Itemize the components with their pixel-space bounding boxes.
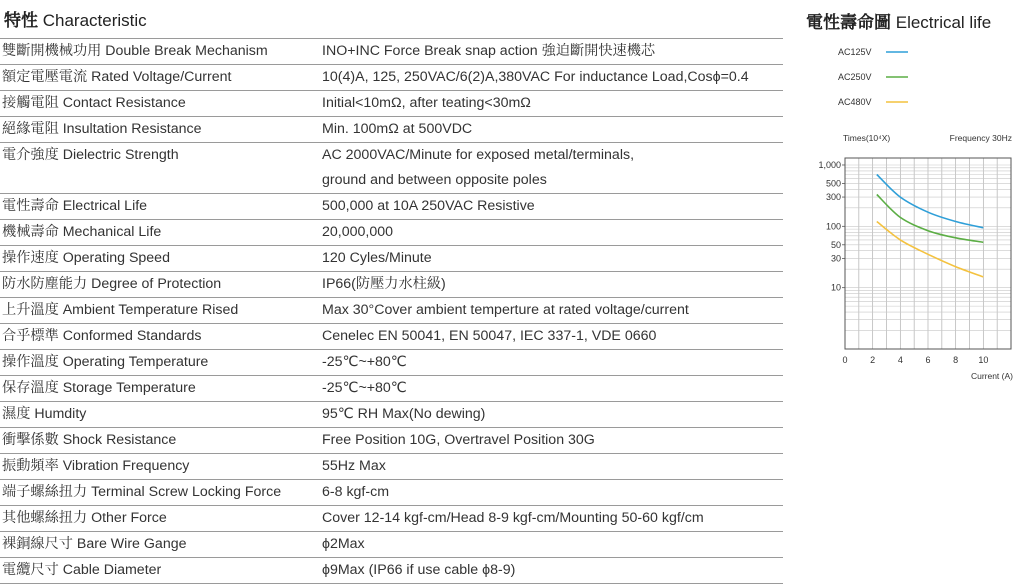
spec-value	[318, 480, 783, 506]
spec-row	[0, 558, 783, 584]
spec-title-zh: 特性	[4, 11, 38, 30]
spec-value	[318, 428, 783, 454]
spec-row	[0, 376, 783, 402]
spec-label: 端子螺絲扭力 Terminal Screw Locking Force	[0, 480, 318, 506]
spec-value-line: Cenelec EN 50041, EN 50047, IEC 337-1, VDE 0660	[322, 328, 657, 344]
spec-row	[0, 350, 783, 376]
spec-value-line: 500,000 at 10A 250VAC Resistive	[322, 198, 535, 214]
spec-row	[0, 298, 783, 324]
x-tick-label: 2	[870, 355, 876, 365]
spec-value	[318, 376, 783, 402]
spec-row	[0, 194, 783, 220]
spec-label: 電性壽命 Electrical Life	[0, 194, 318, 220]
spec-row	[0, 143, 783, 194]
spec-value-line: 6-8 kgf-cm	[322, 484, 390, 500]
spec-label: 防水防塵能力 Degree of Protection	[0, 272, 318, 298]
spec-row	[0, 117, 783, 143]
spec-label: 雙斷開機械功用 Double Break Mechanism	[0, 39, 318, 65]
y-tick-label: 500	[825, 178, 841, 189]
spec-value	[318, 454, 783, 480]
x-axis-label: Current (A)	[970, 371, 1013, 381]
spec-row	[0, 220, 783, 246]
spec-value-line: INO+INC Force Break snap action 強迫斷開快速機芯	[322, 43, 656, 59]
spec-label: 振動頻率 Vibration Frequency	[0, 454, 318, 480]
spec-label: 上升溫度 Ambient Temperature Rised	[0, 298, 318, 324]
spec-row	[0, 402, 783, 428]
spec-value-line: AC 2000VAC/Minute for exposed metal/terminals,	[322, 147, 635, 163]
spec-value	[318, 298, 783, 324]
spec-value	[318, 39, 783, 65]
spec-value-line: -25℃~+80℃	[322, 354, 407, 370]
spec-label: 電纜尺寸 Cable Diameter	[0, 558, 318, 584]
spec-value	[318, 350, 783, 376]
x-tick-label: 4	[897, 355, 903, 365]
y-tick-label: 300	[825, 192, 841, 203]
spec-row	[0, 272, 783, 298]
spec-value-line: IP66(防壓力水柱級)	[322, 276, 446, 292]
x-tick-label: 8	[953, 355, 959, 365]
spec-row	[0, 91, 783, 117]
spec-value	[318, 220, 783, 246]
spec-value-line: ground and between opposite poles	[322, 172, 547, 188]
spec-value-line: Max 30°Cover ambient temperture at rated voltage/current	[322, 302, 689, 318]
spec-label: 裸銅線尺寸 Bare Wire Gange	[0, 532, 318, 558]
spec-value	[318, 143, 783, 194]
chart-title-en: Electrical life	[895, 13, 992, 32]
electrical-life-chart	[810, 35, 1020, 385]
series-line-ac125v	[877, 175, 984, 228]
y-tick-label: 50	[830, 239, 841, 250]
spec-value	[318, 558, 783, 584]
y-axis-label: Times(10⁴X)	[843, 133, 891, 143]
spec-row	[0, 246, 783, 272]
y-tick-label: 30	[830, 253, 841, 264]
spec-label: 接觸電阻 Contact Resistance	[0, 91, 318, 117]
legend-label: AC250V	[838, 72, 872, 82]
spec-label: 保存溫度 Storage Temperature	[0, 376, 318, 402]
spec-value	[318, 324, 783, 350]
spec-label: 衝擊係數 Shock Resistance	[0, 428, 318, 454]
spec-value	[318, 117, 783, 143]
spec-value	[318, 532, 783, 558]
x-tick-label: 6	[925, 355, 931, 365]
spec-row	[0, 454, 783, 480]
spec-label: 電介強度 Dielectric Strength	[0, 143, 318, 194]
spec-value	[318, 402, 783, 428]
spec-row	[0, 65, 783, 91]
spec-label: 其他螺絲扭力 Other Force	[0, 506, 318, 532]
spec-value-line: 120 Cyles/Minute	[322, 250, 432, 266]
spec-label: 絕緣電阻 Insultation Resistance	[0, 117, 318, 143]
legend-label: AC480V	[838, 97, 872, 107]
spec-label: 濕度 Humdity	[0, 402, 318, 428]
legend-label: AC125V	[838, 47, 872, 57]
spec-value	[318, 272, 783, 298]
spec-value	[318, 506, 783, 532]
y-tick-label: 10	[830, 282, 841, 293]
y-tick-label: 100	[825, 221, 841, 232]
spec-title-en: Characteristic	[42, 11, 147, 30]
x-tick-label: 0	[842, 355, 848, 365]
spec-label: 機械壽命 Mechanical Life	[0, 220, 318, 246]
spec-value-line: 20,000,000	[322, 224, 394, 240]
spec-value-line: Min. 100mΩ at 500VDC	[322, 121, 473, 137]
spec-value-line: 10(4)A, 125, 250VAC/6(2)A,380VAC For inductance Load,Cosϕ=0.4	[322, 69, 749, 85]
spec-label: 合乎標準 Conformed Standards	[0, 324, 318, 350]
spec-row	[0, 39, 783, 65]
spec-value	[318, 91, 783, 117]
spec-value-line: -25℃~+80℃	[322, 380, 407, 396]
spec-value-line: Initial<10mΩ, after teating<30mΩ	[322, 95, 531, 111]
spec-table	[0, 38, 783, 584]
spec-value-line: 55Hz Max	[322, 458, 386, 474]
frequency-annotation: Frequency 30Hz	[949, 133, 1012, 143]
spec-value-line: Cover 12-14 kgf-cm/Head 8-9 kgf-cm/Mounting 50-60 kgf/cm	[322, 510, 704, 526]
spec-value-line: ϕ2Max	[322, 536, 365, 552]
spec-label: 操作溫度 Operating Temperature	[0, 350, 318, 376]
series-line-ac480v	[877, 222, 984, 277]
spec-row	[0, 532, 783, 558]
spec-value	[318, 194, 783, 220]
spec-row	[0, 428, 783, 454]
spec-label: 額定電壓電流 Rated Voltage/Current	[0, 65, 318, 91]
y-tick-label: 1,000	[818, 159, 841, 170]
chart-title-zh: 電性壽命圖	[806, 13, 891, 32]
spec-value-line: Free Position 10G, Overtravel Position 30G	[322, 432, 595, 448]
spec-label: 操作速度 Operating Speed	[0, 246, 318, 272]
x-tick-label: 10	[978, 355, 989, 365]
spec-value-line: ϕ9Max (IP66 if use cable ϕ8-9)	[322, 562, 516, 578]
chart-title	[806, 8, 991, 33]
spec-value-line: 95℃ RH Max(No dewing)	[322, 406, 486, 422]
spec-title	[4, 6, 147, 31]
spec-value	[318, 65, 783, 91]
spec-row	[0, 506, 783, 532]
spec-row	[0, 324, 783, 350]
spec-row	[0, 480, 783, 506]
spec-value	[318, 246, 783, 272]
